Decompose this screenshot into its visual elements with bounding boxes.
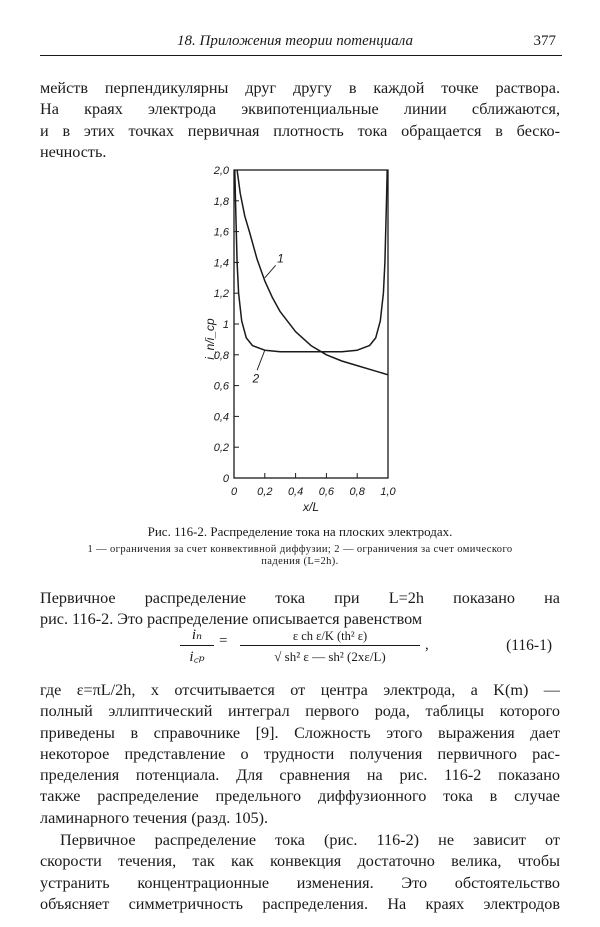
y-tick-label: 1,6 bbox=[213, 226, 229, 239]
figure-116-2 bbox=[200, 160, 420, 520]
legend-line: падения (L=2h). bbox=[261, 556, 339, 567]
page-header bbox=[40, 33, 562, 55]
x-tick-label: 1,0 bbox=[380, 486, 396, 498]
y-axis-label: i_n/i_cp bbox=[203, 318, 217, 360]
rhs-fraction bbox=[240, 627, 420, 668]
x-axis-label: x/L bbox=[302, 500, 320, 514]
legend-line: 1 — ограничения за счет конвективной диффузии; 2 — ограничения за счет омического bbox=[87, 544, 513, 555]
text-line: устранить концентрационные изменения. Это обстоятельство bbox=[40, 873, 560, 892]
text-line: и в этих точках первичная плотность тока обращается в беско- bbox=[40, 121, 560, 140]
current-distribution-chart bbox=[200, 160, 420, 520]
text-line: скорости течения, так как конвекция достаточно велика, чтобы bbox=[40, 852, 560, 871]
rhs-numerator: ε ch ε/K (th² ε) bbox=[292, 629, 368, 643]
lhs-fraction bbox=[180, 625, 214, 666]
y-tick-label: 1,2 bbox=[213, 288, 229, 301]
header-rule bbox=[40, 55, 562, 56]
figure-caption: Рис. 116-2. Распределение тока на плоских электродах. bbox=[147, 524, 453, 539]
text-line: Первичное распределение тока (рис. 116-2) не зависит от bbox=[60, 831, 560, 849]
page-number: 377 bbox=[533, 33, 556, 49]
series-2-label: 2 bbox=[252, 371, 260, 386]
intro-paragraph bbox=[40, 78, 560, 163]
y-tick-label: 0,2 bbox=[213, 442, 229, 455]
text-line: пределения потенциала. Для сравнения на рис. 116-2 показано bbox=[40, 766, 560, 785]
y-tick-label: 0,6 bbox=[213, 380, 229, 393]
series-2-leader bbox=[257, 350, 265, 370]
lhs-denominator: i꜀ₚ bbox=[189, 649, 205, 665]
y-tick-label: 1,8 bbox=[213, 195, 229, 208]
x-tick-label: 0,2 bbox=[257, 486, 273, 498]
y-tick-label: 0 bbox=[222, 473, 229, 485]
running-title: 18. Приложения теории потенциала bbox=[177, 33, 413, 49]
y-tick-label: 1 bbox=[222, 319, 229, 331]
text-line: Первичное распределение тока при L=2h показано на bbox=[40, 589, 560, 607]
y-tick-label: 0,4 bbox=[213, 411, 229, 424]
text-line: рис. 116-2. Это распределение описывается равенством bbox=[40, 610, 423, 629]
x-tick-label: 0 bbox=[230, 486, 238, 498]
y-tick-label: 2,0 bbox=[213, 165, 229, 177]
equation-comma: , bbox=[425, 637, 429, 653]
equation-number: (116-1) bbox=[506, 637, 552, 654]
equation-116-1 bbox=[40, 625, 560, 675]
text-line: полный эллиптический интеграл первого рода, таблицы которого bbox=[40, 702, 560, 721]
text-line: нечность. bbox=[40, 142, 107, 161]
paragraph-3 bbox=[40, 680, 560, 829]
text-line: приведены в справочнике [9]. Сложность этого выражения дает bbox=[40, 723, 560, 742]
text-line: ламинарного течения (разд. 105). bbox=[40, 808, 269, 827]
y-tick-label: 0,8 bbox=[213, 349, 229, 362]
text-line: На краях электрода эквипотенциальные линии сближаются, bbox=[40, 100, 560, 119]
text-line: некоторое представление о трудности получения первичного рас- bbox=[40, 744, 560, 763]
text-line: где ε=πL/2h, x отсчитывается от центра электрода, а K(m) — bbox=[40, 681, 560, 699]
figure-legend bbox=[40, 544, 560, 568]
lhs-numerator: iₙ bbox=[191, 627, 203, 643]
rhs-denominator: √ sh² ε — sh² (2xε/L) bbox=[274, 649, 386, 664]
x-tick-label: 0,6 bbox=[318, 486, 335, 498]
series-1-line bbox=[237, 170, 388, 375]
equals-sign: = bbox=[219, 633, 228, 649]
text-line: объясняет симметричность распределения. На краях электродов bbox=[40, 894, 560, 913]
x-tick-label: 0,8 bbox=[349, 486, 365, 498]
text-line: мейств перпендикулярны друг другу в каждой точке раствора. bbox=[40, 79, 560, 97]
series-1-label: 1 bbox=[277, 251, 284, 266]
text-line: также распределение предельного диффузионного тока в случае bbox=[40, 787, 560, 806]
series-1-leader bbox=[265, 265, 276, 277]
x-tick-label: 0,4 bbox=[287, 486, 304, 498]
y-tick-label: 1,4 bbox=[213, 257, 229, 270]
paragraph-4 bbox=[40, 830, 560, 915]
plot-frame bbox=[234, 170, 388, 478]
